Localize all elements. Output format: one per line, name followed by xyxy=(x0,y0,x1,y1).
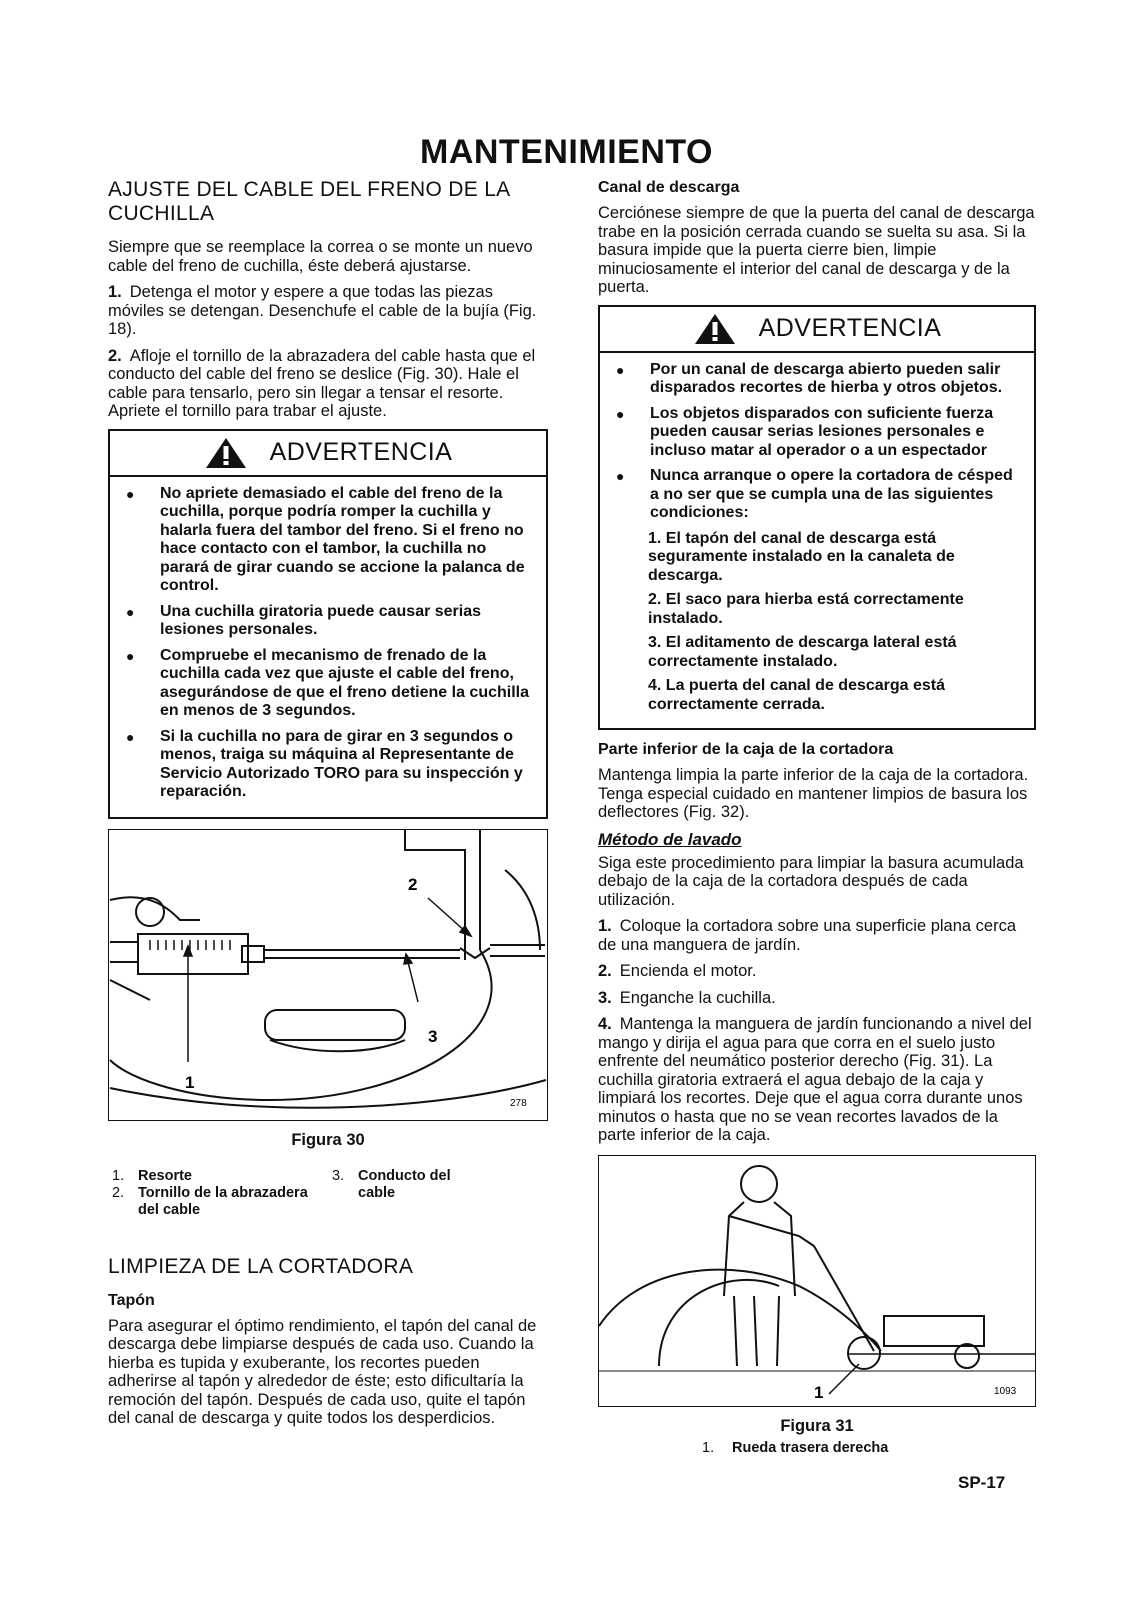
warning-box-freno xyxy=(108,429,548,819)
warning-bullet: ● Compruebe el mecanismo de frenado de la cuchilla cada vez que ajuste el cable del freno, asegurándose de que el freno detiene la cuchilla en menos de 3 segundos. xyxy=(126,646,529,719)
warning-bullet: ● Si la cuchilla no para de girar en 3 segundos o menos, traiga su máquina al Representante de Servicio Autorizado TORO para su inspección y reparación. xyxy=(126,727,523,800)
tapon-paragraph: Para asegurar el óptimo rendimiento, el tapón del canal de descarga debe limpiarse después de cada uso. Cuando la hierba es tupida y exuberante, los recortes pueden adherirse al tapón y alrededor de éste; esto dificultaría la remoción del tapón. Después de cada uso, quite el tapón del canal de descarga y quite todos los desperdicios. xyxy=(108,1316,537,1427)
page-title: MANTENIMIENTO xyxy=(420,133,713,171)
warning-label: ADVERTENCIA xyxy=(758,314,942,342)
canal-heading: Canal de descarga xyxy=(598,179,740,196)
step-1: 1. Detenga el motor y espere a que todas las piezas móviles se detengan. Desenchufe el cable de la bujía (Fig. 18). xyxy=(108,283,537,338)
metodo-lavado-heading: Método de lavado xyxy=(598,829,742,849)
legend-item: 3. Conducto del cable xyxy=(332,1167,451,1201)
canal-paragraph: Cerciónese siempre de que la puerta del canal de descarga trabe en la posición cerrada cuando se suelta su asa. Si la basura impide que la puerta cierre bien, limpie minuciosamente el interior del canal de descarga y de la puerta. xyxy=(598,204,1035,296)
figure-31-illustration xyxy=(598,1155,1036,1407)
figure-30-legend xyxy=(108,1168,548,1219)
brake-cable-drawing xyxy=(109,830,547,1120)
warning-bullet: ● Nunca arranque o opere la cortadora de césped a no ser que se cumpla una de las siguientes condiciones: xyxy=(616,467,1013,521)
warning-bullet: ● Una cuchilla giratoria puede causar serias lesiones personales. xyxy=(126,602,482,638)
metodo-lavado-paragraph: Siga este procedimiento para limpiar la basura acumulada debajo de la caja de la cortadora después de cada utilización. xyxy=(598,853,1024,909)
wash-step-3: 3. Enganche la cuchilla. xyxy=(598,988,776,1007)
left-column xyxy=(108,178,548,1436)
condition-item: 1. El tapón del canal de descarga está seguramente instalado en la canaleta de descarga. xyxy=(648,529,955,584)
legend-item: 1. Resorte xyxy=(112,1167,192,1184)
wash-step-2: 2. Encienda el motor. xyxy=(598,962,757,980)
wash-step-1: 1. Coloque la cortadora sobre una superficie plana cerca de una manguera de jardín. xyxy=(598,917,1017,954)
legend-item: 2. Tornillo de la abrazadera del cable xyxy=(112,1184,308,1218)
legend-item: Rueda trasera derecha xyxy=(732,1439,889,1456)
step-2: 2. Afloje el tornillo de la abrazadera del cable hasta que el conducto del cable del freno se deslice (Fig. 30). Hale el cable para tensarlo, pero sin llegar a tensar el resorte. Apriete el tornillo para trabar el ajuste. xyxy=(108,346,536,420)
intro-paragraph: Siempre que se reemplace la correa o se monte un nuevo cable del freno de cuchilla, éste deberá ajustarse. xyxy=(108,238,533,275)
warning-header xyxy=(110,431,546,477)
warning-bullet: ● No apriete demasiado el cable del freno de la cuchilla, porque podría romper la cuchilla y halarla fuera del tambor del freno. Si el freno no hace contacto con el tambor, la cuchilla no parará de girar cuando se accione la palanca de control. xyxy=(126,484,525,594)
warning-label: ADVERTENCIA xyxy=(269,438,453,466)
right-column xyxy=(598,178,1036,1457)
section-heading-limpieza: LIMPIEZA DE LA CORTADORA xyxy=(108,1254,414,1278)
section-heading-cable-freno: AJUSTE DEL CABLE DEL FRENO DE LA CUCHILLA xyxy=(108,178,510,225)
callout-1: 1 xyxy=(185,1072,195,1092)
condition-item: 3. El aditamento de descarga lateral está correctamente instalado. xyxy=(648,634,957,670)
page-number: SP-17 xyxy=(958,1473,1006,1492)
warning-bullet: ● Los objetos disparados con suficiente fuerza pueden causar serias lesiones personales e incluso matar al operador o a un espectador xyxy=(616,404,994,459)
figure-code: 278 xyxy=(510,1097,527,1109)
tapon-heading: Tapón xyxy=(108,1291,155,1309)
warning-box-canal xyxy=(598,305,1036,731)
condition-item: 4. La puerta del canal de descarga está correctamente cerrada. xyxy=(648,677,946,713)
warning-triangle-icon xyxy=(693,312,737,346)
parte-inferior-heading: Parte inferior de la caja de la cortadora xyxy=(598,741,894,758)
figure-code: 1093 xyxy=(994,1385,1017,1397)
warning-bullet: ● Por un canal de descarga abierto pueden salir disparados recortes de hierba y otros objetos. xyxy=(616,360,1003,396)
parte-inferior-paragraph: Mantenga limpia la parte inferior de la caja de la cortadora. Tenga especial cuidado en mantener limpios de basura los deflectores (Fig. 32). xyxy=(598,766,1029,821)
warning-header xyxy=(600,307,1034,353)
figure-30-caption: Figura 30 xyxy=(291,1130,365,1149)
figure-31-caption: Figura 31 xyxy=(780,1416,854,1435)
figure-31-legend: 1. Rueda trasera derecha xyxy=(702,1439,889,1456)
callout-2: 2 xyxy=(408,874,418,894)
mower-washing-drawing xyxy=(599,1156,1035,1406)
warning-triangle-icon xyxy=(204,436,248,470)
figure-30-illustration xyxy=(108,829,548,1121)
wash-step-4: 4. Mantenga la manguera de jardín funcionando a nivel del mango y dirija el agua para que corra en el suelo justo enfrente del neumático posterior derecho (Fig. 31). La cuchilla giratoria extraerá el agua debajo de la caja y limpiará los recortes. Deje que el agua corra durante unos minutos o hasta que no se vean recortes lavados de la parte inferior de la caja. xyxy=(598,1015,1032,1144)
callout-3: 3 xyxy=(428,1026,438,1046)
condition-item: 2. El saco para hierba está correctamente instalado. xyxy=(648,591,964,627)
callout-1: 1 xyxy=(814,1382,824,1402)
